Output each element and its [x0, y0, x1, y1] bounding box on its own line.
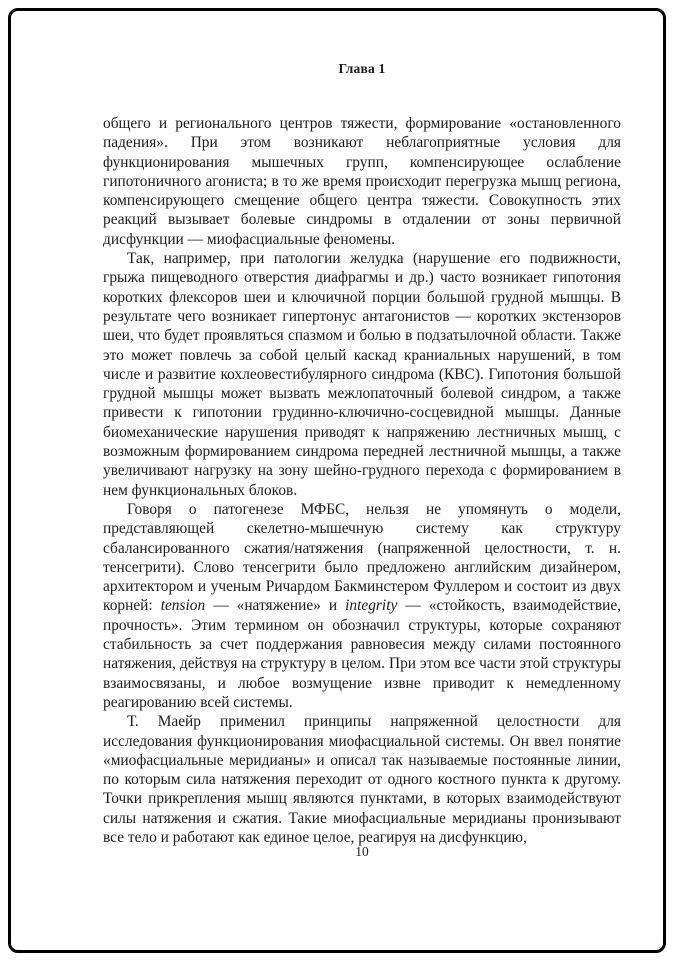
text-body [103, 114, 621, 847]
paragraph [103, 249, 621, 500]
italic-term: tension [160, 597, 206, 615]
text-segment: — «натяжение» и [205, 597, 346, 615]
text-segment: общего и регионального центров тяжести, формирование «остановленного падения». При этом возникают неблагоприятные условия для функционирования мышечных групп, компенсирующее ослабление гипотоничного агониста; в то же время происходит перегрузка мышц региона, компенсирующего смещение общего центра тяжести. Совокупность этих реакций вызывает болевые синдромы в отдалении от зоны первичной дисфункции — миофасциальные феномены. [103, 115, 621, 248]
text-segment: — «стойкость, взаимодействие, прочность». Этим термином он обозначил структуры, которые сохраняют стабильность за счет поддержания равновесия между силами постоянного натяжения, действуя на структуру в целом. При этом все части этой структуры взаимосвязаны, и любое возмущение извне приводит к немедленному реагированию всей системы. [103, 597, 622, 711]
paragraph [103, 114, 621, 249]
text-segment: Т. Маейр применил принципы напряженной целостности для исследования функционирования миофасциальной системы. Он ввел понятие «миофасциальные меридианы» и описал так называемые постоянные линии, по которым сила натяжения переходит от одного костного пункта к другому. Точки прикрепления мышц являются пунктами, в которых взаимодействуют силы натяжения и сжатия. Такие миофасциальные меридианы пронизывают все тело и работают как единое целое, реагируя на дисфункцию, [103, 713, 621, 846]
italic-term: integrity [345, 597, 398, 615]
text-segment: Говоря о патогенезе МФБС, нельзя не упомянуть о модели, представляющей скелетно-мышечную систему как структуру сбалансированного сжатия/натяжения (напряженной целостности, т. н. тенсегрити). Слово тенсегрити было предложено английским дизайнером, архитектором и ученым Ричардом Бакминстером Фуллером и состоит из двух корней: [103, 500, 621, 615]
text-segment: Так, например, при патологии желудка (нарушение его подвижности, грыжа пищеводного отверстия диафрагмы и др.) часто возникает гипотония коротких флексоров шеи и ключичной порции большой грудной мышцы. В результате чего возникает гипертонус антагонистов — коротких экстензоров шеи, что будет проявляться спазмом и болью в подзатылочной области. Также это может повлечь за собой целый каскад краниальных нарушений, в том числе и развитие кохлеовестибулярного синдрома (КВС). Гипотония большой грудной мышцы может вызвать межлопаточный болевой синдром, а также привести к гипотонии грудинно-ключично-сосцевидной мышцы. Данные биомеханические нарушения приводят к напряжению лестничных мышц, с возможным формированием синдрома передней лестничной мышцы, а также увеличивают нагрузку на зону шейно-грудного перехода с формированием в нем функциональных блоков. [103, 250, 621, 499]
page-number: 10 [355, 844, 369, 859]
paragraph [103, 712, 621, 847]
paragraph [103, 500, 621, 712]
running-header: Глава 1 [338, 61, 386, 76]
